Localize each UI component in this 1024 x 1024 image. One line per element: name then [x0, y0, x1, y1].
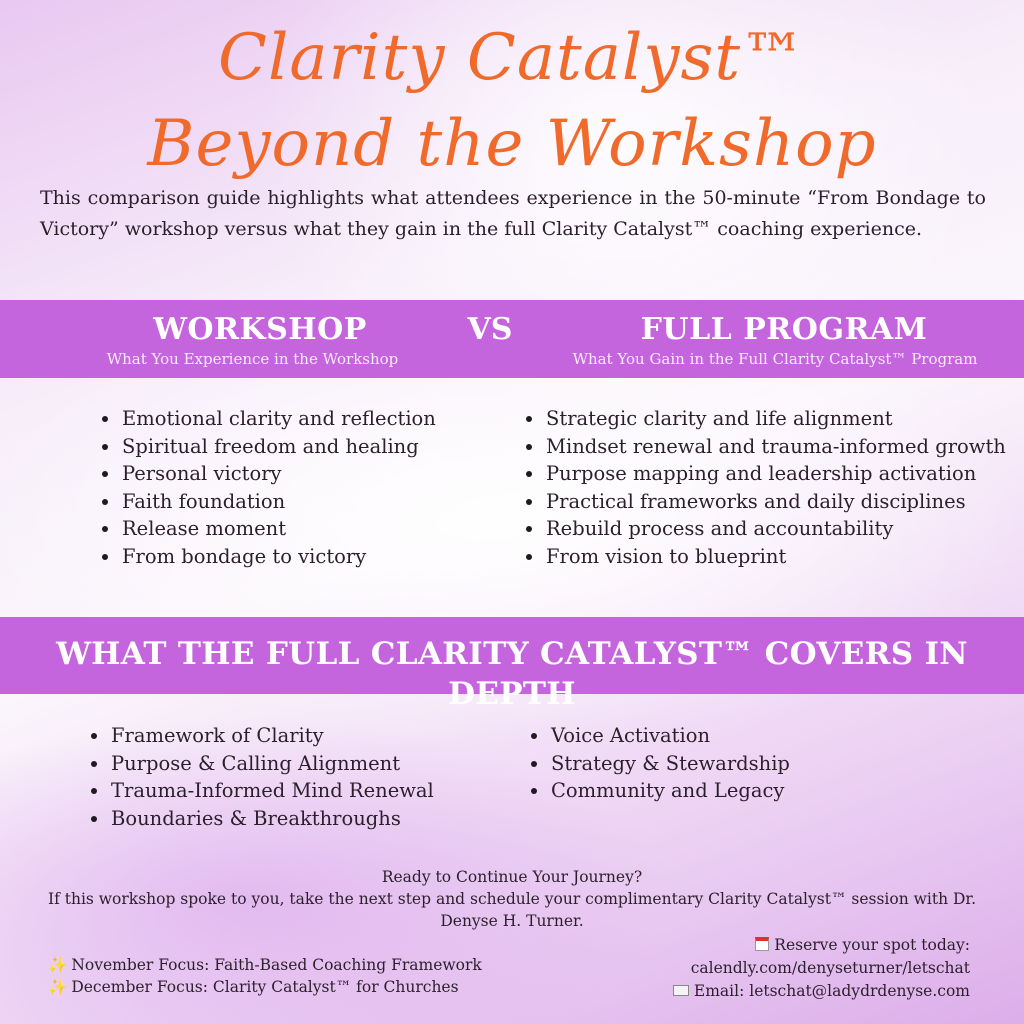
list-item: Purpose mapping and leadership activation: [524, 460, 1006, 488]
calendly-link[interactable]: calendly.com/denyseturner/letschat: [690, 959, 970, 977]
depth-heading: WHAT THE FULL CLARITY CATALYST™ COVERS IN DEPTH: [56, 636, 968, 712]
cta-text-line-2: Denyse H. Turner.: [440, 912, 584, 930]
list-item: Spiritual freedom and healing: [100, 433, 436, 461]
email-label: Email: letschat@ladydrdenyse.com: [693, 982, 970, 1000]
list-item: Purpose & Calling Alignment: [89, 750, 434, 778]
calendar-icon: [755, 937, 769, 951]
list-item: Mindset renewal and trauma-informed growth: [524, 433, 1006, 461]
list-item: Practical frameworks and daily disciplines: [524, 488, 1006, 516]
envelope-icon: [673, 985, 689, 996]
list-item: Trauma-Informed Mind Renewal: [89, 777, 434, 805]
full-program-list: [524, 405, 1006, 570]
list-item: Emotional clarity and reflection: [100, 405, 436, 433]
workshop-heading: WORKSHOP: [153, 312, 367, 347]
sparkles-icon: ✨: [48, 978, 68, 996]
cta-text-line-1: If this workshop spoke to you, take the next step and schedule your complimentary Clarity Catalyst™ session with Dr.: [47, 890, 977, 908]
list-item: Framework of Clarity: [89, 722, 434, 750]
page-title-line-1: Clarity Catalyst™: [217, 21, 807, 95]
list-item: Personal victory: [100, 460, 436, 488]
list-item: From bondage to victory: [100, 543, 436, 571]
sparkles-icon: ✨: [48, 956, 68, 974]
focus-december: [48, 976, 459, 999]
focus-label: December Focus: Clarity Catalyst™ for Churches: [71, 978, 459, 996]
vs-label: VS: [467, 312, 513, 347]
list-item: Boundaries & Breakthroughs: [89, 805, 434, 833]
full-program-heading: FULL PROGRAM: [640, 312, 928, 347]
reserve-label: Reserve your spot today:: [774, 936, 970, 954]
page-title-line-2: Beyond the Workshop: [147, 107, 877, 181]
workshop-list: [100, 405, 436, 570]
list-item: Strategy & Stewardship: [529, 750, 790, 778]
focus-november: [48, 954, 482, 977]
list-item: Voice Activation: [529, 722, 790, 750]
list-item: Rebuild process and accountability: [524, 515, 1006, 543]
email-line[interactable]: [673, 980, 970, 1003]
list-item: Strategic clarity and life alignment: [524, 405, 1006, 433]
full-program-subheading: What You Gain in the Full Clarity Catalyst™ Program: [572, 350, 978, 368]
reserve-line: [755, 934, 970, 957]
cta-heading: Ready to Continue Your Journey?: [381, 868, 643, 886]
depth-list-right: [529, 722, 790, 805]
workshop-subheading: What You Experience in the Workshop: [106, 350, 399, 368]
focus-label: November Focus: Faith-Based Coaching Framework: [71, 956, 482, 974]
list-item: Faith foundation: [100, 488, 436, 516]
intro-paragraph: This comparison guide highlights what attendees experience in the 50-minute “From Bondage to Victory” workshop versus what they gain in the full Clarity Catalyst™ coaching experience.: [40, 187, 986, 240]
depth-list-left: [89, 722, 434, 832]
list-item: Community and Legacy: [529, 777, 790, 805]
list-item: From vision to blueprint: [524, 543, 1006, 571]
list-item: Release moment: [100, 515, 436, 543]
